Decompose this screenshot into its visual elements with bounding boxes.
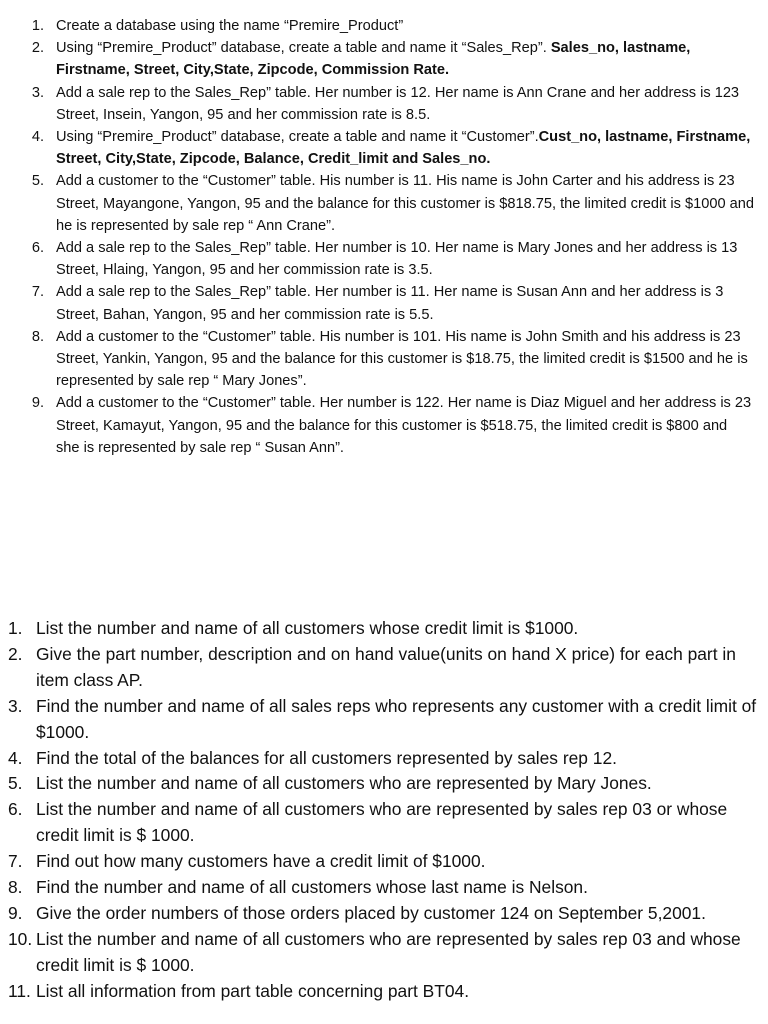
item-number: 10.: [8, 928, 33, 949]
item-bold-fields: Cust_no, lastname, Firstname, Street, City,State, Zipcode, Balance, Credit_limit and Sales_no.: [56, 129, 751, 168]
item-text: Add a customer to the “Customer” table. His number is 11. His name is John Carter and his address is 23 Street, Mayangone, Yangon, 95 and the balance for this customer is $818.75, the limited credit is $1000 and he is represented by sale rep “ Ann Crane”.: [56, 173, 754, 234]
item-number: 4.: [31, 129, 44, 146]
item-text: Add a sale rep to the Sales_Rep” table. Her number is 11. Her name is Susan Ann and her address is 3 Street, Bahan, Yangon, 95 and her commission rate is 5.5.: [56, 284, 724, 323]
item-text: Create a database using the name “Premire_Product”: [56, 18, 404, 34]
item-text: Give the order numbers of those orders placed by customer 124 on September 5,2001.: [36, 902, 706, 923]
item-text: Give the part number, description and on hand value(units on hand X price) for each part in item class AP.: [36, 643, 736, 690]
list-item: [24, 15, 754, 37]
list-item: [24, 237, 754, 281]
list-item: [24, 326, 754, 393]
item-number: 2.: [8, 643, 23, 664]
item-text: Find out how many customers have a credit limit of $1000.: [36, 851, 486, 872]
list-item: [8, 849, 760, 875]
item-text: Find the number and name of all customers whose last name is Nelson.: [36, 877, 588, 898]
list-item: [8, 875, 760, 901]
item-text: List the number and name of all customers who are represented by sales rep 03 or whose credit limit is $ 1000.: [36, 799, 728, 846]
item-number: 1.: [8, 618, 23, 638]
item-number: 6.: [31, 240, 44, 257]
item-text: Find the number and name of all sales reps who represents any customer with a credit limit of $1000.: [36, 695, 757, 742]
list-item: [8, 979, 760, 1005]
item-number: 5.: [31, 173, 44, 190]
list-item: [8, 771, 760, 797]
item-number: 6.: [8, 799, 23, 820]
list-item: [8, 797, 760, 849]
list-item: [24, 37, 754, 81]
list-item: [8, 746, 760, 772]
item-text: List the number and name of all customers whose credit limit is $1000.: [36, 618, 579, 638]
item-text: Using “Premire_Product” database, create a table and name it “Customer”.: [56, 129, 539, 146]
item-text: Add a sale rep to the Sales_Rep” table. Her number is 12. Her name is Ann Crane and her address is 123 Street, Insein, Yangon, 95 and her commission rate is 8.5.: [56, 84, 740, 123]
item-number: 8.: [8, 877, 23, 898]
item-text: List the number and name of all customers who are represented by Mary Jones.: [36, 773, 652, 794]
list-item: [8, 642, 760, 694]
list-item: [24, 281, 754, 325]
item-number: 5.: [8, 773, 23, 794]
item-number: 1.: [31, 18, 44, 34]
list-item: [24, 170, 754, 237]
item-text: List the number and name of all customers who are represented by sales rep 03 and whose credit limit is $ 1000.: [36, 928, 741, 975]
item-text: Find the total of the balances for all customers represented by sales rep 12.: [36, 747, 617, 768]
item-number: 7.: [31, 284, 44, 301]
setup-task-list: [24, 15, 754, 459]
list-item: [24, 392, 754, 459]
list-item: [8, 901, 760, 927]
item-number: 9.: [8, 902, 23, 923]
query-task-list: [8, 616, 760, 1005]
item-text: Using “Premire_Product” database, create a table and name it “Sales_Rep”.: [56, 40, 551, 57]
item-number: 3.: [31, 84, 44, 101]
item-bold-fields: Sales_no, lastname, Firstname, Street, City,State, Zipcode, Commission Rate.: [56, 40, 691, 79]
item-text: Add a customer to the “Customer” table. His number is 101. His name is John Smith and his address is 23 Street, Yankin, Yangon, 95 and the balance for this customer is $18.75, the limited credit is $1500 and he is represented by sale rep “ Mary Jones”.: [56, 328, 748, 390]
item-text: Add a sale rep to the Sales_Rep” table. Her number is 10. Her name is Mary Jones and her address is 13 Street, Hlaing, Yangon, 95 and her commission rate is 3.5.: [56, 240, 738, 279]
list-item: [8, 694, 760, 746]
item-number: 8.: [31, 328, 44, 345]
list-item: [24, 82, 754, 126]
list-item: [8, 927, 760, 979]
item-number: 7.: [8, 851, 23, 872]
item-text: List all information from part table concerning part BT04.: [36, 980, 470, 1001]
item-text: Add a customer to the “Customer” table. Her number is 122. Her name is Diaz Miguel and her address is 23 Street, Kamayut, Yangon, 95 and the balance for this customer is $518.75, the limited credit is $800 and she is represented by sale rep “ Susan Ann”.: [56, 395, 752, 456]
list-item: [8, 616, 760, 642]
item-number: 4.: [8, 747, 23, 768]
item-number: 11.: [8, 980, 31, 1001]
item-number: 3.: [8, 695, 23, 716]
item-number: 2.: [31, 40, 44, 57]
item-number: 9.: [31, 395, 44, 412]
list-item: [24, 126, 754, 170]
